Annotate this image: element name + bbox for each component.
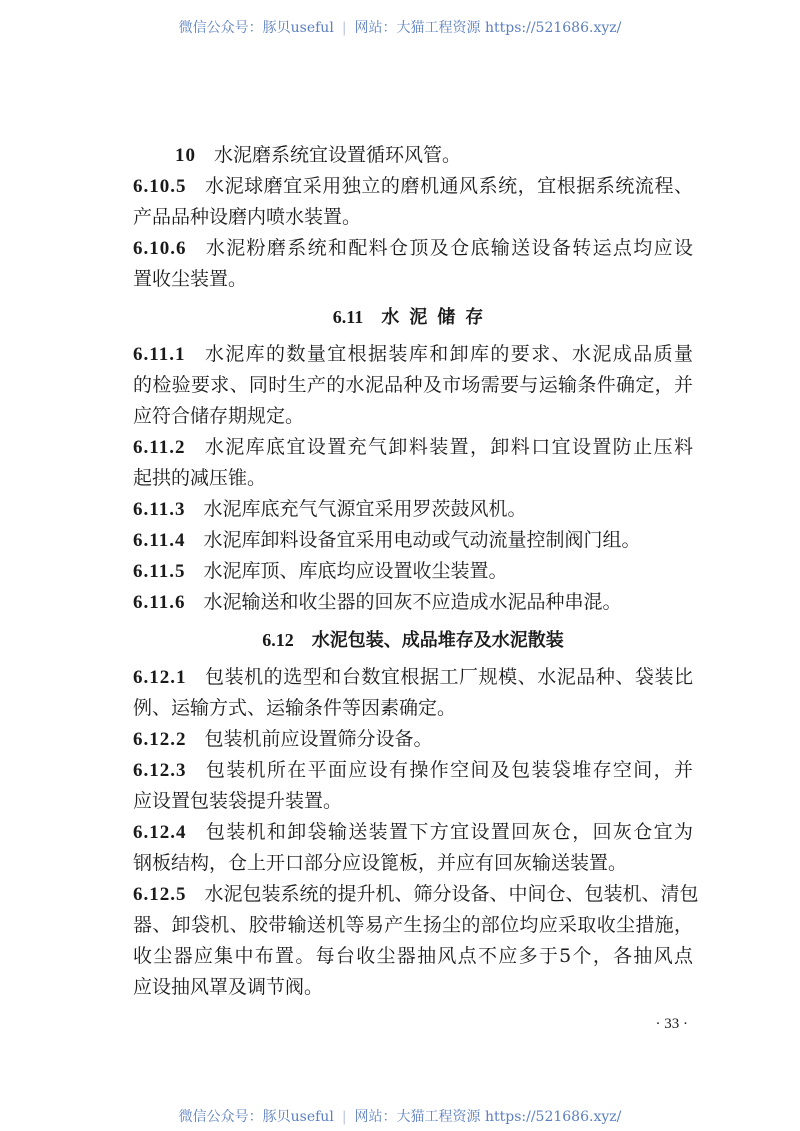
watermark-divider: | bbox=[341, 1109, 347, 1125]
paragraph-line bbox=[133, 202, 693, 233]
clause-text: 器、卸袋机、胶带输送机等易产生扬尘的部位均应采取收尘措施， bbox=[133, 914, 693, 936]
paragraph-line bbox=[133, 910, 693, 941]
clause-paragraph bbox=[133, 339, 693, 432]
section-title: 水泥储存 bbox=[381, 307, 494, 328]
paragraph-line bbox=[133, 662, 693, 693]
clause-number: 6.11.5 bbox=[133, 561, 186, 582]
clause-number: 6.10.6 bbox=[133, 238, 187, 259]
watermark-wechat: 微信公众号：豚贝useful bbox=[178, 1109, 334, 1125]
clause-text: 包装机所在平面应设有操作空间及包装袋堆存空间，并 bbox=[204, 759, 693, 781]
clause-text: 起拱的减压锥。 bbox=[133, 467, 267, 489]
paragraph-line bbox=[133, 972, 693, 1003]
paragraph-line bbox=[133, 401, 693, 432]
watermark-wechat: 微信公众号：豚贝useful bbox=[178, 20, 334, 36]
watermark-divider: | bbox=[341, 20, 347, 36]
section-heading bbox=[133, 618, 693, 662]
clause-text: 包装机前应设置筛分设备。 bbox=[204, 728, 433, 750]
clause-text: 钢板结构，仓上开口部分应设篦板，并应有回灰输送装置。 bbox=[133, 852, 628, 874]
clause-paragraph bbox=[133, 171, 693, 233]
clause-text: 应符合储存期规定。 bbox=[133, 405, 305, 427]
clause-number: 6.12.2 bbox=[133, 729, 187, 750]
paragraph-line bbox=[133, 171, 693, 202]
paragraph-line bbox=[133, 525, 693, 556]
clause-text: 水泥库底充气气源宜采用罗茨鼓风机。 bbox=[203, 498, 527, 520]
paragraph-line bbox=[133, 432, 693, 463]
watermark-website: 网站：大猫工程资源 https://521686.xyz/ bbox=[354, 1109, 622, 1125]
clause-number: 6.11.1 bbox=[133, 344, 186, 365]
paragraph-line bbox=[133, 140, 693, 171]
paragraph-line bbox=[133, 941, 693, 972]
paragraph-line bbox=[133, 786, 693, 817]
clause-text: 包装机和卸袋输送装置下方宜设置回灰仓，回灰仓宜为 bbox=[204, 821, 693, 843]
clause-paragraph bbox=[133, 140, 693, 171]
paragraph-line bbox=[133, 339, 693, 370]
clause-number: 6.12.1 bbox=[133, 667, 187, 688]
clause-text: 应设抽风罩及调节阀。 bbox=[133, 976, 324, 998]
clause-text: 应设置包装袋提升装置。 bbox=[133, 790, 343, 812]
clause-text: 例、运输方式、运输条件等因素确定。 bbox=[133, 697, 457, 719]
clause-text: 水泥磨系统宜设置循环风管。 bbox=[214, 144, 462, 166]
clause-number: 6.11.2 bbox=[133, 437, 186, 458]
section-heading bbox=[133, 295, 693, 339]
paragraph-line bbox=[133, 556, 693, 587]
clause-number: 10 bbox=[175, 145, 196, 166]
clause-number: 6.11.3 bbox=[133, 499, 186, 520]
paragraph-line bbox=[133, 755, 693, 786]
clause-text: 的检验要求、同时生产的水泥品种及市场需要与运输条件确定，并 bbox=[133, 374, 693, 396]
clause-paragraph bbox=[133, 494, 693, 525]
watermark-header bbox=[0, 17, 800, 37]
clause-number: 6.11.4 bbox=[133, 530, 186, 551]
section-title: 水泥包装、成品堆存及水泥散装 bbox=[311, 630, 564, 651]
clause-paragraph bbox=[133, 432, 693, 494]
clause-text: 包装机的选型和台数宜根据工厂规模、水泥品种、袋装比 bbox=[204, 666, 693, 688]
clause-number: 6.11.6 bbox=[133, 592, 186, 613]
clause-number: 6.10.5 bbox=[133, 176, 187, 197]
paragraph-line bbox=[133, 724, 693, 755]
clause-paragraph bbox=[133, 233, 693, 295]
paragraph-line bbox=[133, 693, 693, 724]
clause-text: 水泥球磨宜采用独立的磨机通风系统，宜根据系统流程、 bbox=[204, 175, 693, 197]
section-number: 6.12 bbox=[262, 630, 294, 650]
clause-paragraph bbox=[133, 525, 693, 556]
clause-text: 水泥库的数量宜根据装库和卸库的要求、水泥成品质量 bbox=[203, 343, 693, 365]
document-body bbox=[133, 140, 699, 1003]
clause-text: 水泥包装系统的提升机、筛分设备、中间仓、包装机、清包 bbox=[204, 883, 699, 905]
clause-number: 6.12.3 bbox=[133, 760, 187, 781]
paragraph-line bbox=[133, 494, 693, 525]
paragraph-line bbox=[133, 817, 693, 848]
clause-text: 收尘器应集中布置。每台收尘器抽风点不应多于5个，各抽风点 bbox=[133, 945, 693, 967]
clause-paragraph bbox=[133, 755, 693, 817]
clause-paragraph bbox=[133, 724, 693, 755]
clause-text: 产品品种设磨内喷水装置。 bbox=[133, 206, 362, 228]
paragraph-line bbox=[133, 233, 693, 264]
paragraph-line bbox=[133, 264, 693, 295]
clause-paragraph bbox=[133, 662, 693, 724]
clause-paragraph bbox=[133, 587, 693, 618]
paragraph-line bbox=[133, 463, 693, 494]
watermark-footer bbox=[0, 1106, 800, 1126]
page-number: · 33 · bbox=[655, 1016, 688, 1032]
paragraph-line bbox=[133, 370, 693, 401]
section-number: 6.11 bbox=[332, 307, 364, 327]
clause-text: 水泥输送和收尘器的回灰不应造成水泥品种串混。 bbox=[203, 591, 622, 613]
clause-paragraph bbox=[133, 556, 693, 587]
paragraph-line bbox=[133, 587, 693, 618]
clause-text: 水泥粉磨系统和配料仓顶及仓底输送设备转运点均应设 bbox=[204, 237, 693, 259]
clause-number: 6.12.5 bbox=[133, 884, 187, 905]
clause-number: 6.12.4 bbox=[133, 822, 187, 843]
clause-text: 水泥库底宜设置充气卸料装置，卸料口宜设置防止压料 bbox=[203, 436, 693, 458]
clause-paragraph bbox=[133, 879, 699, 1003]
clause-text: 水泥库卸料设备宜采用电动或气动流量控制阀门组。 bbox=[203, 529, 641, 551]
clause-text: 水泥库顶、库底均应设置收尘装置。 bbox=[203, 560, 508, 582]
clause-text: 置收尘装置。 bbox=[133, 268, 248, 290]
clause-paragraph bbox=[133, 817, 693, 879]
paragraph-line bbox=[133, 848, 693, 879]
paragraph-line bbox=[133, 879, 699, 910]
watermark-website: 网站：大猫工程资源 https://521686.xyz/ bbox=[354, 20, 622, 36]
